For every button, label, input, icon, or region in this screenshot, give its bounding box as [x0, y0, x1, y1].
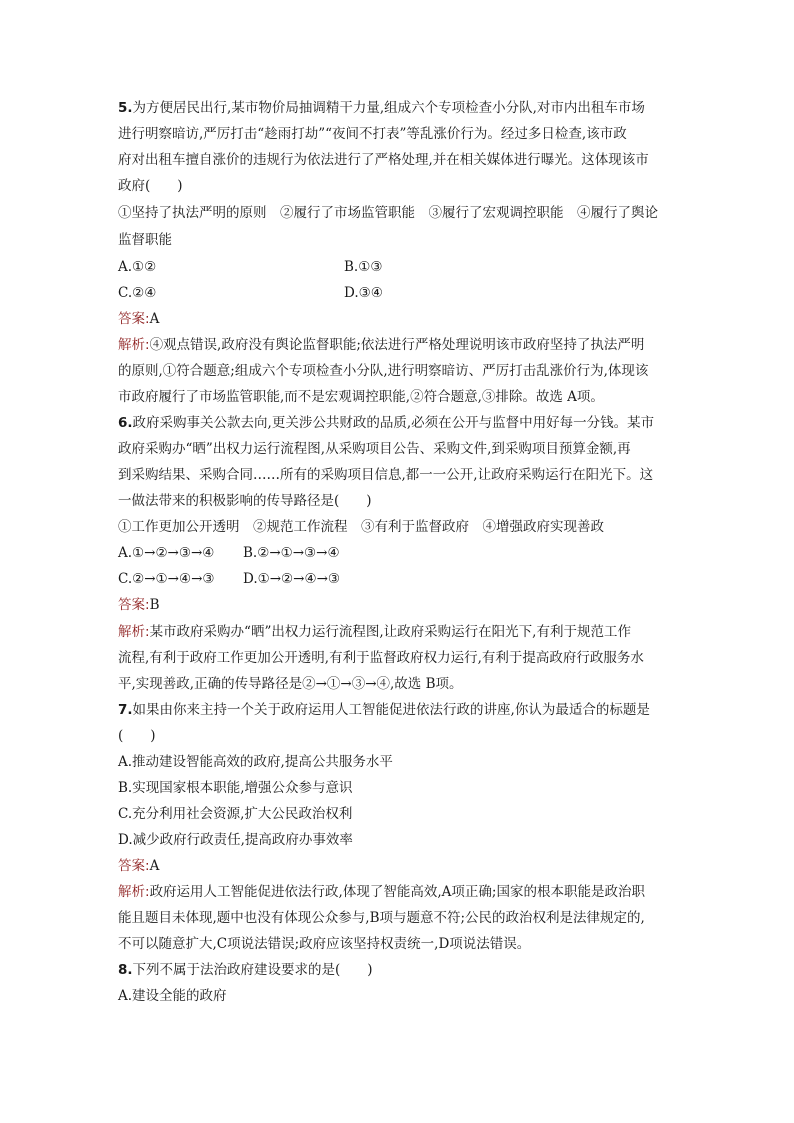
- q5-statements: 监督职能: [118, 232, 172, 248]
- q7-explanation-line: 能且题目未体现,题中也没有体现公众参与,B项与题意不符;公民的政治权利是法律规定的,: [118, 910, 645, 926]
- q5-explanation: 解析:④观点错误,政府没有舆论监督职能;依法进行严格处理说明该市政府坚持了执法严明: [118, 337, 645, 353]
- explanation-label: 解析:: [118, 624, 150, 640]
- q6-answer: [118, 596, 159, 614]
- q6-explanation: 解析:某市政府采购办“晒”出权力运行流程图,让政府采购运行在阳光下,有利于规范工作: [118, 624, 631, 640]
- q6-option-b: B.②→①→③→④: [243, 545, 340, 561]
- q5-stem-line: 进行明察暗访,严厉打击“趁雨打劫”“夜间不打表”等乱涨价行为。经过多日检查,该市政: [118, 126, 627, 142]
- q7-stem-line: 7.如果由你来主持一个关于政府运用人工智能促进依法行政的讲座,你认为最适合的标题是: [118, 702, 650, 718]
- q5-explanation-line: 市政府履行了市场监管职能,而不是宏观调控职能,②符合题意,③排除。故选 A项。: [118, 389, 604, 405]
- q5-option-c: C.②④: [118, 285, 157, 301]
- q5-option-a: A.①②: [118, 259, 157, 275]
- answer-value: B: [149, 597, 160, 613]
- answer-value: A: [149, 311, 160, 327]
- q5-option-d: D.③④: [344, 285, 383, 301]
- q6-option-d: D.①→②→④→③: [243, 571, 340, 587]
- answer-label: 答案:: [118, 858, 150, 874]
- q7-option-b: B.实现国家根本职能,增强公众参与意识: [118, 780, 353, 796]
- q5-statements: ①坚持了执法严明的原则 ②履行了市场监管职能 ③履行了宏观调控职能 ④履行了舆论: [118, 205, 658, 221]
- q6-option-a: A.①→②→③→④: [118, 545, 215, 561]
- q7-stem-line: ( ): [118, 728, 156, 744]
- q5-number: 5.: [118, 100, 133, 116]
- q5-stem-line: 政府( ): [118, 178, 183, 194]
- explanation-label: 解析:: [118, 884, 150, 900]
- q6-stem-line: 政府采购办“晒”出权力运行流程图,从采购项目公告、采购文件,到采购项目预算金额,再: [118, 441, 631, 457]
- q8-option-a: A.建设全能的政府: [118, 988, 227, 1004]
- q7-option-c: C.充分利用社会资源,扩大公民政治权利: [118, 806, 353, 822]
- q5-option-b: B.①③: [344, 259, 383, 275]
- q5-stem-line: 5.为方便居民出行,某市物价局抽调精干力量,组成六个专项检查小分队,对市内出租车市场: [118, 100, 645, 116]
- q7-explanation: 解析:政府运用人工智能促进依法行政,体现了智能高效,A项正确;国家的根本职能是政治职: [118, 884, 645, 900]
- q6-stem-line: 6.政府采购事关公款去向,更关涉公共财政的品质,必须在公开与监督中用好每一分钱。某市: [118, 415, 655, 431]
- q7-option-d: D.减少政府行政责任,提高政府办事效率: [118, 832, 353, 848]
- q6-explanation-line: 平,实现善政,正确的传导路径是②→①→③→④,故选 B项。: [118, 676, 463, 692]
- explanation-label: 解析:: [118, 337, 150, 353]
- q5-explanation-line: 的原则,①符合题意;组成六个专项检查小分队,进行明察暗访、严厉打击乱涨价行为,体现该: [118, 363, 649, 379]
- q6-stem-line: 一做法带来的积极影响的传导路径是( ): [118, 493, 372, 509]
- q7-number: 7.: [118, 702, 133, 718]
- q6-option-c: C.②→①→④→③: [118, 571, 215, 587]
- q8-number: 8.: [118, 962, 133, 978]
- q5-stem-line: 府对出租车擅自涨价的违规行为依法进行了严格处理,并在相关媒体进行曝光。这体现该市: [118, 152, 649, 168]
- q5-answer: [118, 310, 159, 328]
- q8-stem-line: 8.下列不属于法治政府建设要求的是( ): [118, 962, 373, 978]
- q7-answer: [118, 857, 159, 875]
- q7-explanation-line: 不可以随意扩大,C项说法错误;政府应该坚持权责统一,D项说法错误。: [118, 936, 531, 952]
- answer-label: 答案:: [118, 311, 150, 327]
- q6-number: 6.: [118, 415, 133, 431]
- q7-option-a: A.推动建设智能高效的政府,提高公共服务水平: [118, 754, 393, 770]
- q6-statements: ①工作更加公开透明 ②规范工作流程 ③有利于监督政府 ④增强政府实现善政: [118, 519, 604, 535]
- answer-value: A: [149, 858, 160, 874]
- answer-label: 答案:: [118, 597, 150, 613]
- q6-explanation-line: 流程,有利于政府工作更加公开透明,有利于监督政府权力运行,有利于提高政府行政服务水: [118, 650, 644, 666]
- q6-stem-line: 到采购结果、采购合同……所有的采购项目信息,都一一公开,让政府采购运行在阳光下。这: [118, 467, 654, 483]
